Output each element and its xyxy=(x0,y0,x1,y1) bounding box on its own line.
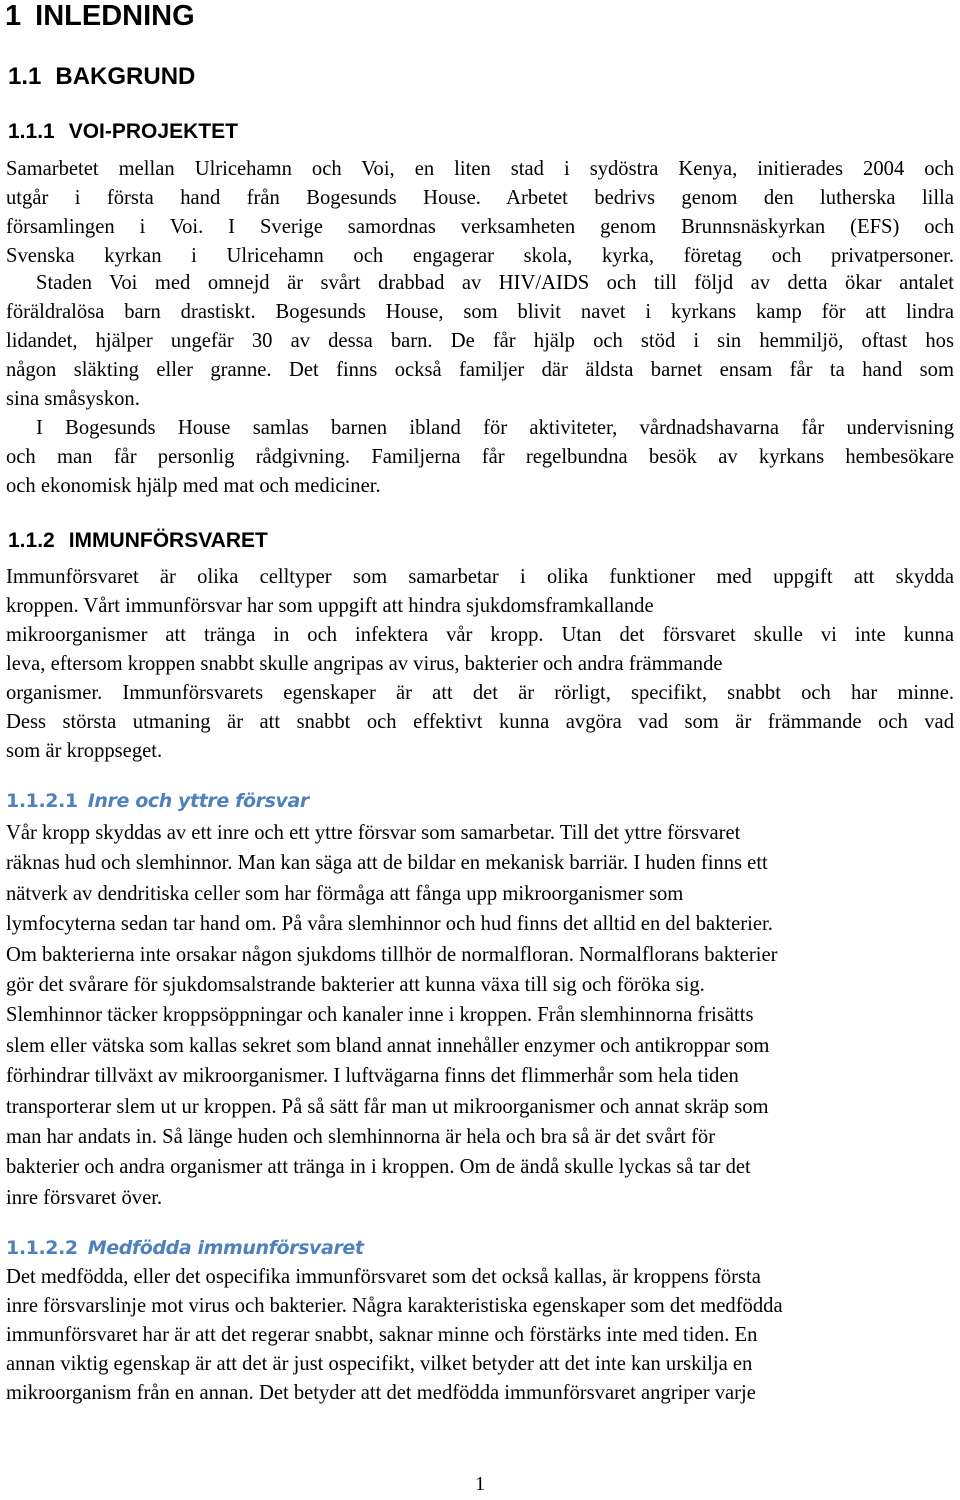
heading-1-1-title: BAKGRUND xyxy=(55,63,196,90)
text-line: lymfocyterna sedan tar hand om. På våra slemhinnor och hud finns det alltid en del bakterier. xyxy=(6,913,773,936)
text-line: någon släkting eller granne. Det finns också familjer där äldsta barnet ensam får ta hand som xyxy=(6,359,954,381)
text-line: Staden Voi med omnejd är svårt drabbad av HIV/AIDS och till följd av detta ökar antalet xyxy=(36,272,954,294)
heading-1-1 xyxy=(8,63,195,91)
heading-voi-projektet xyxy=(8,119,238,145)
text-line: annan viktig egenskap är att det är just ospecifikt, vilket betyder att det inte kan urskilja en xyxy=(6,1353,753,1375)
text-line: församlingen i Voi. I Sverige samordnas verksamheten genom Brunnsnäskyrkan (EFS) och xyxy=(6,216,954,238)
text-line: Svenska kyrkan i Ulricehamn och engagerar skola, kyrka, företag och privatpersoner. xyxy=(6,245,954,267)
heading-immunforsvaret xyxy=(8,528,268,554)
text-line: sina småsyskon. xyxy=(6,388,140,410)
text-line: leva, eftersom kroppen snabbt skulle angripas av virus, bakterier och andra främmande xyxy=(6,653,723,675)
voi-paragraph-1 xyxy=(6,155,954,271)
heading-medfodda-immunforsvaret xyxy=(6,1236,364,1260)
text-line: mikroorganism från en annan. Det betyder att det medfödda immunförsvaret angriper varje xyxy=(6,1382,756,1404)
heading-title: Inre och yttre försvar xyxy=(87,790,309,812)
voi-paragraph-3 xyxy=(6,414,954,501)
text-line: lidandet, hjälper ungefär 30 av dessa barn. De får hjälp och stöd i sin hemmiljö, oftast hos xyxy=(6,330,954,352)
heading-title: Medfödda immunförsvaret xyxy=(87,1237,364,1259)
text-line: Det medfödda, eller det ospecifika immunförsvaret som det också kallas, är kroppens första xyxy=(6,1266,761,1288)
text-line: gör det svårare för sjukdomsalstrande bakterier att kunna växa till sig och föröka sig. xyxy=(6,974,705,997)
heading-1-number: 1 xyxy=(5,0,22,32)
text-line: och ekonomisk hjälp med mat och mediciner. xyxy=(6,475,381,497)
inre-yttre-paragraph xyxy=(6,818,954,1213)
text-line: kroppen. Vårt immunförsvar har som uppgift att hindra sjukdomsframkallande xyxy=(6,595,654,617)
text-line: och man får personlig rådgivning. Familjerna får regelbundna besök av kyrkans hembesökare xyxy=(6,446,954,468)
text-line: mikroorganismer att tränga in och infektera vår kropp. Utan det försvaret skulle vi inte kunna xyxy=(6,624,954,646)
text-line: immunförsvaret har är att det regerar snabbt, saknar minne och förstärks inte med tiden. En xyxy=(6,1324,758,1346)
page-number: 1 xyxy=(475,1473,485,1495)
immun-paragraph-1 xyxy=(6,563,954,766)
text-line: räknas hud och slemhinnor. Man kan säga att de bildar en mekanisk barriär. I huden finns ett xyxy=(6,852,768,875)
heading-inre-yttre-forsvar xyxy=(6,789,309,813)
medfodda-paragraph xyxy=(6,1263,954,1408)
heading-1-1-number: 1.1 xyxy=(8,63,42,90)
text-line: inre försvarslinje mot virus och bakterier. Några karakteristiska egenskaper som det medfödda xyxy=(6,1295,783,1317)
heading-number: 1.1.2.1 xyxy=(6,790,78,812)
text-line: Vår kropp skyddas av ett inre och ett yttre försvar som samarbetar. Till det yttre försvaret xyxy=(6,822,741,844)
text-line: slem eller vätska som kallas sekret som bland annat innehåller enzymer och antikroppar som xyxy=(6,1034,770,1057)
text-line: Immunförsvaret är olika celltyper som samarbetar i olika funktioner med uppgift att skydda xyxy=(6,566,954,588)
heading-title: IMMUNFÖRSVARET xyxy=(68,529,268,552)
text-line: inre försvaret över. xyxy=(6,1186,163,1209)
heading-number: 1.1.2.2 xyxy=(6,1237,78,1259)
text-line: organismer. Immunförsvarets egenskaper är att det är rörligt, specifikt, snabbt och har minne. xyxy=(6,682,954,704)
text-line: transporterar slem ut ur kroppen. På så sätt får man ut mikroorganismer och annat skräp som xyxy=(6,1095,769,1118)
text-line: Samarbetet mellan Ulricehamn och Voi, en liten stad i sydöstra Kenya, initierades 2004 och xyxy=(6,158,954,180)
text-line: bakterier och andra organismer att tränga in i kroppen. Om de ändå skulle lyckas så tar det xyxy=(6,1156,751,1179)
text-line: utgår i första hand från Bogesunds House. Arbetet bedrivs genom den lutherska lilla xyxy=(6,187,954,209)
text-line: man har andats in. Så länge huden och slemhinnorna är hela och bra så är det svårt för xyxy=(6,1126,716,1149)
text-line: I Bogesunds House samlas barnen ibland för aktiviteter, vårdnadshavarna får undervisning xyxy=(36,417,954,439)
text-line: förhindrar tillväxt av mikroorganismer. I luftvägarna finns det flimmerhår som hela tiden xyxy=(6,1065,739,1088)
heading-1-title: INLEDNING xyxy=(35,0,195,32)
heading-number: 1.1.1 xyxy=(8,120,55,143)
text-line: Dess största utmaning är att snabbt och effektivt kunna avgöra vad som är främmande och vad xyxy=(6,711,954,733)
text-line: nätverk av dendritiska celler som har förmåga att fånga upp mikroorganismer som xyxy=(6,882,684,905)
text-line: Slemhinnor täcker kroppsöppningar och kanaler inne i kroppen. Från slemhinnorna frisätts xyxy=(6,1004,754,1027)
heading-number: 1.1.2 xyxy=(8,529,55,552)
voi-paragraph-2 xyxy=(6,269,954,414)
text-line: föräldralösa barn drastiskt. Bogesunds House, som blivit navet i kyrkans kamp för att lindra xyxy=(6,301,954,323)
text-line: som är kroppseget. xyxy=(6,740,163,762)
text-line: Om bakterierna inte orsakar någon sjukdoms tillhör de normalfloran. Normalflorans bakterier xyxy=(6,943,778,966)
heading-1 xyxy=(5,0,195,32)
heading-title: VOI-PROJEKTET xyxy=(68,120,238,143)
